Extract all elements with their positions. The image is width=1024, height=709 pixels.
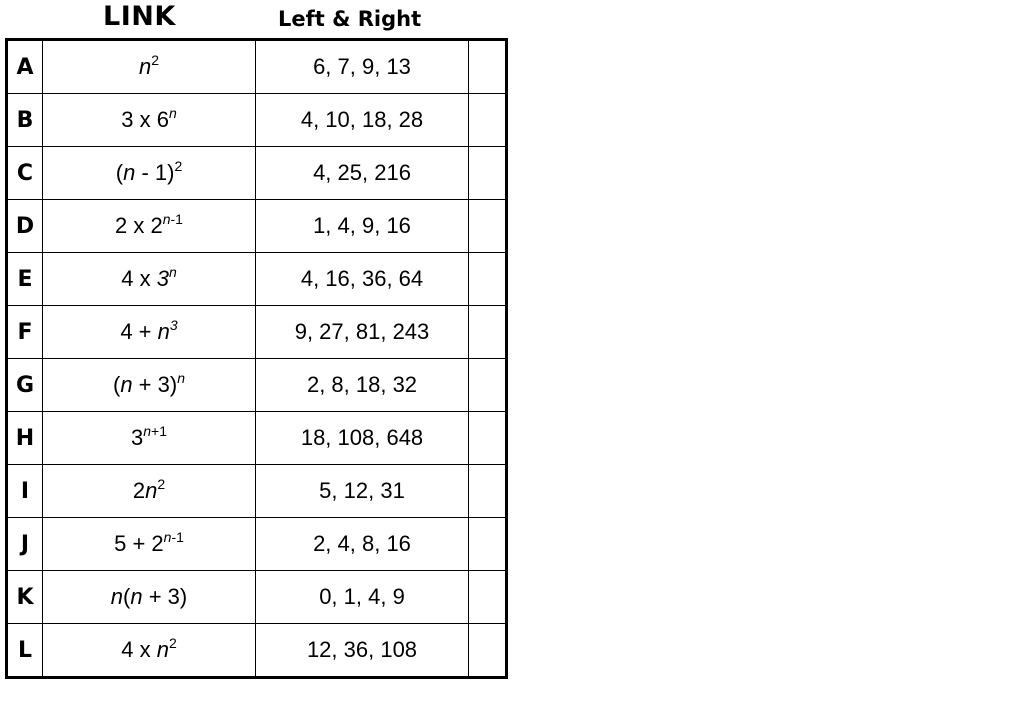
exponent: 2	[151, 52, 160, 68]
expression-part: n	[110, 584, 124, 609]
expression-cell	[43, 624, 256, 678]
expression-part: n	[123, 160, 136, 185]
row-letter: G	[7, 359, 43, 412]
row-letter: B	[7, 94, 43, 147]
expression-cell	[43, 571, 256, 624]
header-link: LINK	[103, 1, 176, 32]
row-letter: H	[7, 412, 43, 465]
row-letter: D	[7, 200, 43, 253]
link-table-body	[7, 40, 507, 678]
expression-part: 3	[156, 266, 169, 291]
expression-cell	[43, 359, 256, 412]
exponent: 2	[174, 158, 183, 174]
expression-part: + 3)	[142, 584, 188, 609]
row-letter: A	[7, 40, 43, 94]
expression-part: n	[156, 637, 169, 662]
expression-part: - 1)	[135, 160, 175, 185]
table-row	[7, 253, 507, 306]
exponent: 2	[168, 635, 177, 651]
table-row	[7, 465, 507, 518]
sequence-cell: 2, 8, 18, 32	[256, 359, 469, 412]
expression-cell	[43, 253, 256, 306]
answer-cell[interactable]	[469, 40, 507, 94]
sequence-cell: 4, 16, 36, 64	[256, 253, 469, 306]
answer-cell[interactable]	[469, 359, 507, 412]
expression-part: n	[130, 584, 143, 609]
table-row	[7, 412, 507, 465]
row-letter: J	[7, 518, 43, 571]
exponent: n	[177, 370, 185, 386]
exponent: n	[168, 264, 177, 280]
exponent: n	[163, 529, 172, 545]
expression-cell	[43, 465, 256, 518]
expression-part: n	[157, 319, 170, 344]
table-row	[7, 306, 507, 359]
answer-cell[interactable]	[469, 200, 507, 253]
table-row	[7, 147, 507, 200]
row-letter: E	[7, 253, 43, 306]
answer-cell[interactable]	[469, 253, 507, 306]
expression-cell	[43, 94, 256, 147]
sequence-cell: 2, 4, 8, 16	[256, 518, 469, 571]
answer-cell[interactable]	[469, 624, 507, 678]
table-row	[7, 40, 507, 94]
exponent: 3	[169, 317, 178, 333]
expression-part: (	[123, 584, 131, 609]
table-row	[7, 359, 507, 412]
sequence-cell: 4, 25, 216	[256, 147, 469, 200]
expression-part: n	[138, 54, 152, 79]
sequence-cell: 9, 27, 81, 243	[256, 306, 469, 359]
table-row	[7, 200, 507, 253]
expression-cell	[43, 518, 256, 571]
expression-cell	[43, 200, 256, 253]
answer-cell[interactable]	[469, 465, 507, 518]
row-letter: L	[7, 624, 43, 678]
sequence-cell: 5, 12, 31	[256, 465, 469, 518]
row-letter: K	[7, 571, 43, 624]
sequence-cell: 6, 7, 9, 13	[256, 40, 469, 94]
expression-cell	[43, 412, 256, 465]
expression-part: 2	[132, 478, 146, 503]
answer-cell[interactable]	[469, 306, 507, 359]
answer-cell[interactable]	[469, 412, 507, 465]
answer-cell[interactable]	[469, 147, 507, 200]
sequence-cell: 12, 36, 108	[256, 624, 469, 678]
row-letter: F	[7, 306, 43, 359]
table-row	[7, 571, 507, 624]
answer-cell[interactable]	[469, 94, 507, 147]
expression-part: 5 + 2	[114, 531, 164, 556]
link-table	[5, 38, 508, 679]
sequence-cell: 1, 4, 9, 16	[256, 200, 469, 253]
answer-cell[interactable]	[469, 571, 507, 624]
exponent: -1	[170, 211, 183, 227]
expression-part: 3 x 6	[121, 107, 169, 132]
expression-part: 3	[130, 425, 144, 450]
answer-cell[interactable]	[469, 518, 507, 571]
exponent: -1	[171, 529, 184, 545]
exponent: n	[162, 211, 171, 227]
row-letter: I	[7, 465, 43, 518]
exponent: +1	[151, 423, 167, 439]
sequence-cell: 18, 108, 648	[256, 412, 469, 465]
exponent: n	[143, 423, 152, 439]
expression-part: (	[115, 160, 124, 185]
expression-part: 4 +	[120, 319, 158, 344]
sequence-cell: 4, 10, 18, 28	[256, 94, 469, 147]
sequence-cell: 0, 1, 4, 9	[256, 571, 469, 624]
expression-part: 4 x	[121, 637, 157, 662]
expression-part: (	[112, 372, 121, 397]
exponent: 2	[157, 476, 166, 492]
row-letter: C	[7, 147, 43, 200]
column-headers	[0, 0, 520, 38]
expression-part: + 3)	[132, 372, 178, 397]
expression-part: n	[145, 478, 158, 503]
header-left-right: Left & Right	[278, 7, 422, 31]
exponent: n	[168, 105, 177, 121]
expression-cell	[43, 306, 256, 359]
expression-cell	[43, 40, 256, 94]
table-row	[7, 624, 507, 678]
expression-cell	[43, 147, 256, 200]
expression-part: n	[120, 372, 133, 397]
expression-part: 4 x	[121, 266, 157, 291]
table-row	[7, 518, 507, 571]
expression-part: 2 x 2	[115, 213, 163, 238]
table-row	[7, 94, 507, 147]
